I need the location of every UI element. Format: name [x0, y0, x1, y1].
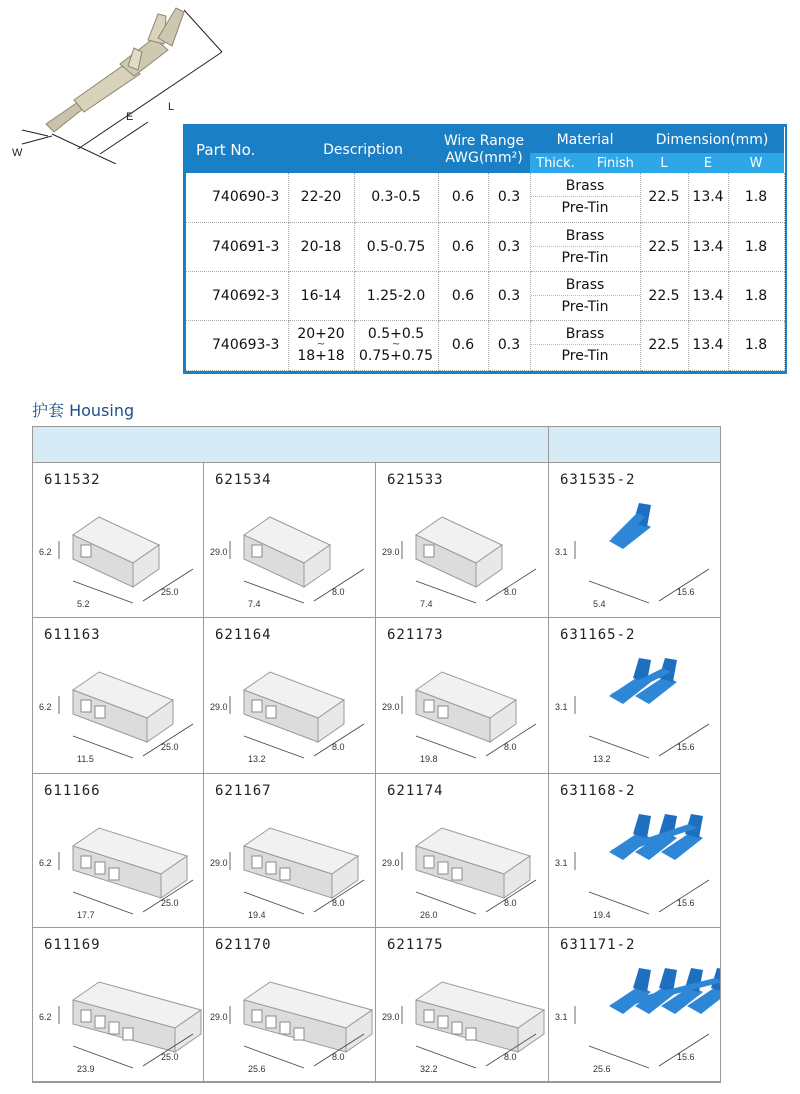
housing-part-no: 631165-2 — [560, 627, 636, 643]
row-thick: 0.3 — [488, 320, 530, 370]
dimension-label: 8.0 — [504, 587, 517, 597]
housing-cell — [204, 928, 376, 1082]
row-awg: 22-20 — [288, 173, 354, 222]
dimension-label: 8.0 — [332, 898, 345, 908]
housing-drawing — [33, 774, 204, 928]
dimension-label: 25.0 — [161, 742, 179, 752]
housing-cell — [376, 928, 549, 1082]
dimension-label: 15.6 — [677, 742, 695, 752]
spec-table-frame — [183, 124, 787, 374]
dimension-label: 25.0 — [161, 1052, 179, 1062]
dimension-label: 23.9 — [77, 1064, 95, 1074]
housing-cell — [204, 463, 376, 618]
col-finish — [530, 153, 640, 173]
housing-drawing — [376, 774, 549, 928]
housing-part-no: 621175 — [387, 937, 444, 953]
housing-cell — [549, 774, 720, 928]
dimension-label: 29.0 — [382, 547, 400, 557]
row-wire: 0.6 — [438, 173, 488, 222]
lock-piece — [609, 503, 651, 549]
dimension-label: 6.2 — [39, 1012, 52, 1022]
housing-body — [73, 672, 173, 742]
housing-cell — [204, 774, 376, 928]
housing-part-no: 621533 — [387, 472, 444, 488]
col-description: Description — [288, 127, 438, 173]
col-dim-e: E — [688, 153, 728, 173]
dimension-label: 8.0 — [504, 1052, 517, 1062]
row-wire: 0.6 — [438, 271, 488, 320]
housing-drawing — [549, 463, 720, 618]
housing-drawing — [33, 618, 204, 774]
row-awg-tilde: ~ — [316, 339, 326, 351]
row-material — [530, 320, 640, 370]
row-dim-e: 13.4 — [688, 173, 728, 222]
terminal-l-label: L — [168, 101, 175, 113]
housing-header-band — [33, 427, 549, 463]
row-awg: 20-18 — [288, 222, 354, 271]
dimension-label: 29.0 — [210, 1012, 228, 1022]
row-dim-l: 22.5 — [640, 320, 688, 370]
terminal-w-label: W — [12, 147, 23, 159]
dimension-label: 15.6 — [677, 1052, 695, 1062]
housing-part-no: 631168-2 — [560, 783, 636, 799]
row-mm2: 0.3-0.5 — [354, 173, 438, 222]
dimension-label: 17.7 — [77, 910, 95, 920]
lock-piece — [609, 968, 720, 1014]
housing-part-no: 621170 — [215, 937, 272, 953]
dimension-label: 32.2 — [420, 1064, 438, 1074]
col-dim-w: W — [728, 153, 784, 173]
row-material-name: Brass — [531, 175, 640, 197]
row-thick: 0.3 — [488, 173, 530, 222]
dimension-label: 3.1 — [555, 702, 568, 712]
dimension-label: 29.0 — [210, 702, 228, 712]
dimension-label: 25.0 — [161, 898, 179, 908]
col-part-no: Part No. — [186, 127, 288, 173]
housing-part-no: 621534 — [215, 472, 272, 488]
dimension-label: 19.8 — [420, 754, 438, 764]
row-finish: Pre-Tin — [561, 298, 609, 315]
row-material-name: Brass — [531, 274, 640, 296]
row-thick: 0.3 — [488, 222, 530, 271]
row-awg-top: 20+20 — [297, 326, 345, 343]
col-dim-l: L — [640, 153, 688, 173]
row-dim-e: 13.4 — [688, 320, 728, 370]
dimension-label: 19.4 — [248, 910, 266, 920]
table-row — [186, 222, 784, 271]
row-material-name: Brass — [531, 225, 640, 247]
row-finish: Pre-Tin — [561, 200, 609, 217]
dimension-label: 8.0 — [332, 587, 345, 597]
lock-piece — [609, 814, 703, 860]
col-dimension: Dimension(mm) — [640, 127, 784, 153]
housing-cell — [376, 774, 549, 928]
row-dim-w: 1.8 — [728, 271, 784, 320]
dimension-label: 6.2 — [39, 858, 52, 868]
row-mm2-tilde: ~ — [391, 339, 401, 351]
row-dim-e: 13.4 — [688, 222, 728, 271]
housing-drawing — [549, 774, 720, 928]
housing-cell — [549, 463, 720, 618]
housing-cell — [549, 618, 720, 774]
dimension-label: 3.1 — [555, 547, 568, 557]
dimension-label: 25.6 — [593, 1064, 611, 1074]
dimension-label: 8.0 — [332, 742, 345, 752]
housing-cell — [33, 618, 204, 774]
housing-drawing — [204, 774, 376, 928]
housing-header-band — [549, 427, 720, 463]
row-dim-w: 1.8 — [728, 222, 784, 271]
row-dim-e: 13.4 — [688, 271, 728, 320]
housing-drawing — [549, 928, 720, 1082]
dimension-label: 26.0 — [420, 910, 438, 920]
housing-cell — [33, 774, 204, 928]
dimension-label: 13.2 — [248, 754, 266, 764]
dimension-label: 25.0 — [161, 587, 179, 597]
row-part-no: 740690-3 — [186, 173, 288, 222]
housing-body — [73, 517, 159, 587]
housing-grid — [32, 426, 721, 1083]
housing-drawing — [549, 618, 720, 774]
dimension-label: 11.5 — [77, 754, 94, 764]
row-part-no: 740692-3 — [186, 271, 288, 320]
row-part-no: 740693-3 — [186, 320, 288, 370]
row-awg: 16-14 — [288, 271, 354, 320]
col-finish-label: Finish — [596, 155, 634, 171]
dimension-label: 19.4 — [593, 910, 611, 920]
housing-cell — [376, 618, 549, 774]
dimension-label: 29.0 — [382, 702, 400, 712]
housing-body — [416, 672, 516, 742]
row-thick: 0.3 — [488, 271, 530, 320]
dimension-label: 6.2 — [39, 547, 52, 557]
table-row — [186, 173, 784, 222]
row-material-name: Brass — [531, 323, 640, 345]
housing-drawing — [204, 463, 376, 618]
row-dim-l: 22.5 — [640, 271, 688, 320]
dimension-label: 7.4 — [248, 599, 261, 609]
housing-part-no: 621173 — [387, 627, 444, 643]
terminal-e-label: E — [126, 111, 134, 123]
dimension-label: 8.0 — [504, 742, 517, 752]
row-wire: 0.6 — [438, 222, 488, 271]
housing-part-no: 621167 — [215, 783, 272, 799]
housing-body — [73, 828, 187, 898]
row-awg-bot: 18+18 — [297, 348, 345, 365]
housing-body — [244, 672, 344, 742]
dimension-label: 8.0 — [504, 898, 517, 908]
dimension-label: 25.6 — [248, 1064, 266, 1074]
terminal-body — [46, 8, 184, 132]
housing-drawing — [376, 928, 549, 1082]
housing-part-no: 631535-2 — [560, 472, 636, 488]
housing-cell — [549, 928, 720, 1082]
housing-part-no: 611532 — [44, 472, 101, 488]
row-wire: 0.6 — [438, 320, 488, 370]
housing-part-no: 621164 — [215, 627, 272, 643]
dimension-label: 15.6 — [677, 587, 695, 597]
dimension-label: 29.0 — [382, 1012, 400, 1022]
row-material — [530, 173, 640, 222]
dimension-label: 6.2 — [39, 702, 52, 712]
housing-drawing — [33, 463, 204, 618]
row-dim-l: 22.5 — [640, 173, 688, 222]
housing-drawing — [376, 618, 549, 774]
row-part-no: 740691-3 — [186, 222, 288, 271]
dimension-label: 29.0 — [210, 858, 228, 868]
housing-part-no: 611163 — [44, 627, 101, 643]
housing-part-no: 611169 — [44, 937, 101, 953]
housing-cell — [33, 463, 204, 618]
row-dim-l: 22.5 — [640, 222, 688, 271]
housing-body — [244, 517, 330, 587]
dimension-label: 5.4 — [593, 599, 606, 609]
row-material — [530, 271, 640, 320]
dimension-label: 3.1 — [555, 1012, 568, 1022]
col-material: Material — [530, 127, 640, 153]
housing-drawing — [204, 618, 376, 774]
housing-body — [416, 828, 530, 898]
spec-table — [186, 127, 785, 371]
row-mm2-top: 0.5+0.5 — [367, 326, 425, 343]
wire-range-line1: Wire Range — [443, 133, 525, 149]
row-mm2 — [354, 320, 438, 370]
row-mm2: 1.25-2.0 — [354, 271, 438, 320]
housing-section-title: 护套 Housing — [32, 401, 135, 420]
dimension-label: 13.2 — [593, 754, 611, 764]
housing-drawing — [376, 463, 549, 618]
housing-part-no: 621174 — [387, 783, 444, 799]
col-wire-range — [438, 127, 530, 173]
row-dim-w: 1.8 — [728, 173, 784, 222]
dimension-label: 29.0 — [210, 547, 228, 557]
row-dim-w: 1.8 — [728, 320, 784, 370]
housing-body — [416, 517, 502, 587]
housing-body — [244, 828, 358, 898]
housing-cell — [33, 928, 204, 1082]
housing-cell — [204, 618, 376, 774]
housing-drawing — [33, 928, 204, 1082]
dimension-label: 5.2 — [77, 599, 90, 609]
row-awg — [288, 320, 354, 370]
row-mm2-bot: 0.75+0.75 — [358, 348, 434, 365]
row-mm2: 0.5-0.75 — [354, 222, 438, 271]
row-material — [530, 222, 640, 271]
dimension-label: 3.1 — [555, 858, 568, 868]
wire-range-line2: AWG(mm²) — [445, 150, 523, 166]
housing-part-no: 631171-2 — [560, 937, 636, 953]
dimension-label: 29.0 — [382, 858, 400, 868]
housing-cell — [376, 463, 549, 618]
table-row — [186, 271, 784, 320]
housing-part-no: 611166 — [44, 783, 101, 799]
row-finish: Pre-Tin — [561, 249, 609, 266]
dimension-label: 7.4 — [420, 599, 433, 609]
dimension-label: 8.0 — [332, 1052, 345, 1062]
dimension-label: 15.6 — [677, 898, 695, 908]
housing-drawing — [204, 928, 376, 1082]
row-finish: Pre-Tin — [561, 348, 609, 365]
lock-piece — [609, 658, 677, 704]
col-thick: Thick. — [536, 155, 575, 171]
table-row — [186, 320, 784, 370]
